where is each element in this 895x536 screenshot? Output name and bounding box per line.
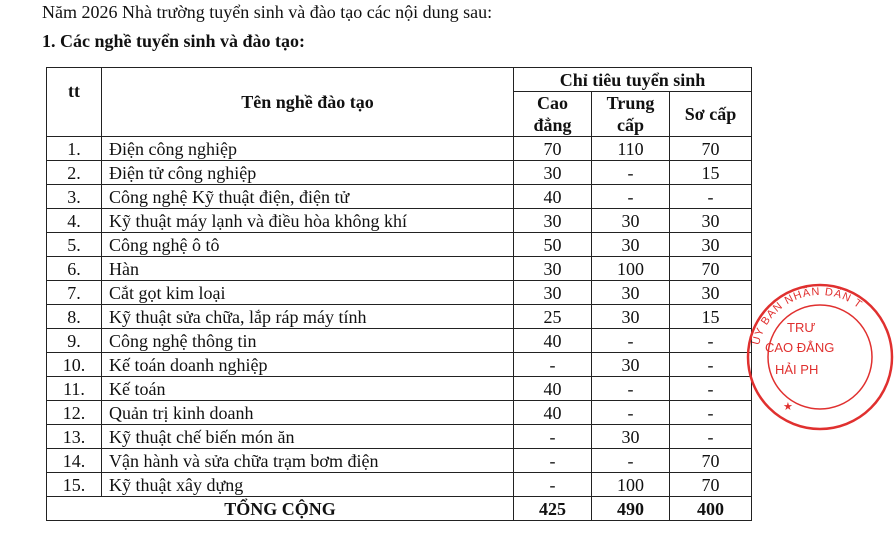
- row-cao-dang: 40: [514, 401, 592, 425]
- row-number: 3.: [47, 185, 102, 209]
- row-trung-cap: 30: [592, 425, 670, 449]
- row-trung-cap: 110: [592, 137, 670, 161]
- row-cao-dang: 50: [514, 233, 592, 257]
- row-trung-cap: 100: [592, 257, 670, 281]
- header-quota-group: Chỉ tiêu tuyển sinh: [514, 68, 752, 92]
- row-number: 4.: [47, 209, 102, 233]
- stamp-outer-text: ỦY BAN NHÂN DÂN T: [750, 285, 865, 347]
- table-row: [47, 353, 752, 377]
- row-number: 6.: [47, 257, 102, 281]
- table-row: [47, 329, 752, 353]
- row-cao-dang: -: [514, 425, 592, 449]
- intro-text: Năm 2026 Nhà trường tuyển sinh và đào tạo các nội dung sau:: [42, 2, 493, 22]
- row-trung-cap: -: [592, 161, 670, 185]
- row-occupation-name: Kỹ thuật xây dựng: [102, 473, 514, 497]
- header-so-cap: Sơ cấp: [670, 92, 752, 137]
- row-cao-dang: -: [514, 449, 592, 473]
- row-number: 14.: [47, 449, 102, 473]
- header-trung-cap: Trung cấp: [592, 92, 670, 137]
- row-so-cap: 70: [670, 473, 752, 497]
- row-so-cap: 30: [670, 233, 752, 257]
- table-row: [47, 137, 752, 161]
- row-occupation-name: Kế toán: [102, 377, 514, 401]
- row-cao-dang: 40: [514, 185, 592, 209]
- row-number: 10.: [47, 353, 102, 377]
- row-trung-cap: -: [592, 449, 670, 473]
- row-occupation-name: Điện tử công nghiệp: [102, 161, 514, 185]
- enrollment-table: [46, 67, 752, 521]
- table-row: [47, 401, 752, 425]
- table-row: [47, 233, 752, 257]
- row-trung-cap: -: [592, 401, 670, 425]
- row-so-cap: -: [670, 401, 752, 425]
- row-trung-cap: 100: [592, 473, 670, 497]
- row-trung-cap: 30: [592, 281, 670, 305]
- row-so-cap: -: [670, 353, 752, 377]
- official-stamp: [745, 282, 895, 432]
- row-occupation-name: Kỹ thuật máy lạnh và điều hòa không khí: [102, 209, 514, 233]
- table-row: [47, 305, 752, 329]
- table-row: [47, 185, 752, 209]
- row-occupation-name: Cắt gọt kim loại: [102, 281, 514, 305]
- row-so-cap: -: [670, 377, 752, 401]
- stamp-line3: HẢI PH: [775, 362, 819, 377]
- row-occupation-name: Công nghệ ô tô: [102, 233, 514, 257]
- row-cao-dang: 40: [514, 377, 592, 401]
- row-so-cap: -: [670, 329, 752, 353]
- stamp-line2: CAO ĐẲNG: [765, 340, 835, 355]
- table-body: [47, 137, 752, 497]
- row-number: 9.: [47, 329, 102, 353]
- row-cao-dang: -: [514, 353, 592, 377]
- stamp-line1: TRƯ: [787, 320, 816, 335]
- svg-text:ỦY BAN NHÂN DÂN T: [749, 286, 864, 347]
- table-row: [47, 257, 752, 281]
- total-so-cap: 400: [670, 497, 752, 521]
- row-occupation-name: Kỹ thuật sửa chữa, lắp ráp máy tính: [102, 305, 514, 329]
- row-cao-dang: 30: [514, 209, 592, 233]
- stamp-star-icon: ★: [783, 400, 793, 413]
- table-row: [47, 209, 752, 233]
- row-so-cap: 70: [670, 257, 752, 281]
- row-cao-dang: 30: [514, 161, 592, 185]
- row-so-cap: 15: [670, 305, 752, 329]
- table-row: [47, 281, 752, 305]
- row-cao-dang: -: [514, 473, 592, 497]
- row-trung-cap: 30: [592, 233, 670, 257]
- header-cao-dang: Cao đẳng: [514, 92, 592, 137]
- row-so-cap: 15: [670, 161, 752, 185]
- row-so-cap: -: [670, 185, 752, 209]
- header-tt: tt: [47, 68, 102, 137]
- row-trung-cap: 30: [592, 353, 670, 377]
- row-cao-dang: 25: [514, 305, 592, 329]
- table-row: [47, 473, 752, 497]
- row-number: 1.: [47, 137, 102, 161]
- row-trung-cap: -: [592, 377, 670, 401]
- total-label: TỔNG CỘNG: [47, 497, 514, 521]
- row-occupation-name: Công nghệ Kỹ thuật điện, điện tử: [102, 185, 514, 209]
- row-trung-cap: 30: [592, 209, 670, 233]
- section-heading: 1. Các nghề tuyển sinh và đào tạo:: [42, 31, 306, 51]
- row-so-cap: 30: [670, 281, 752, 305]
- row-cao-dang: 30: [514, 257, 592, 281]
- row-so-cap: 70: [670, 137, 752, 161]
- row-number: 13.: [47, 425, 102, 449]
- total-trung-cap: 490: [592, 497, 670, 521]
- row-number: 12.: [47, 401, 102, 425]
- total-row: [47, 497, 752, 521]
- row-number: 11.: [47, 377, 102, 401]
- row-occupation-name: Kỹ thuật chế biến món ăn: [102, 425, 514, 449]
- row-so-cap: 30: [670, 209, 752, 233]
- row-number: 7.: [47, 281, 102, 305]
- row-trung-cap: -: [592, 329, 670, 353]
- row-trung-cap: 30: [592, 305, 670, 329]
- row-occupation-name: Kế toán doanh nghiệp: [102, 353, 514, 377]
- row-cao-dang: 70: [514, 137, 592, 161]
- row-number: 2.: [47, 161, 102, 185]
- row-cao-dang: 30: [514, 281, 592, 305]
- table-row: [47, 377, 752, 401]
- total-cao-dang: 425: [514, 497, 592, 521]
- header-name: Tên nghề đào tạo: [102, 68, 514, 137]
- row-so-cap: 70: [670, 449, 752, 473]
- row-number: 5.: [47, 233, 102, 257]
- row-number: 8.: [47, 305, 102, 329]
- table-row: [47, 425, 752, 449]
- row-occupation-name: Vận hành và sửa chữa trạm bơm điện: [102, 449, 514, 473]
- row-number: 15.: [47, 473, 102, 497]
- row-occupation-name: Quản trị kinh doanh: [102, 401, 514, 425]
- row-trung-cap: -: [592, 185, 670, 209]
- row-occupation-name: Công nghệ thông tin: [102, 329, 514, 353]
- row-so-cap: -: [670, 425, 752, 449]
- table-row: [47, 449, 752, 473]
- row-occupation-name: Điện công nghiệp: [102, 137, 514, 161]
- row-occupation-name: Hàn: [102, 257, 514, 281]
- row-cao-dang: 40: [514, 329, 592, 353]
- table-row: [47, 161, 752, 185]
